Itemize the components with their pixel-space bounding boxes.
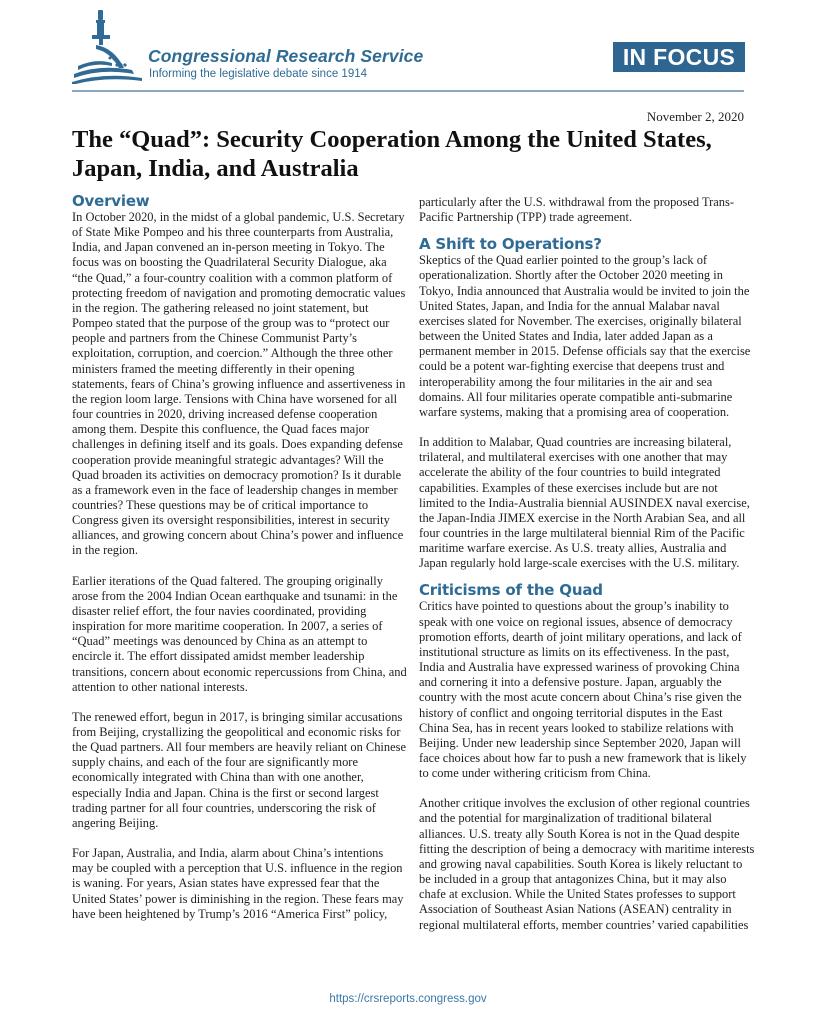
paragraph: Critics have pointed to questions about the group’s inability to speak with one voice on regional issues, absence of democracy promotion efforts, dearth of joint military operations, and lack of institutional structure as limits on its effectiveness. In the past, India and Australia have expressed wariness of provoking China and cornering it into a defensive posture. Japan, arguably the country with the most acute concern about China’s rise given the history of conflict and ongoing territorial disputes in the East China Sea, has in recent years looked to stabilize relations with Beijing. Under new leadership since September 2020, Japan will face choices about how far to push a new framework that is likely to come under withering criticism from China.: [419, 599, 747, 781]
capitol-dome-icon: [72, 8, 144, 84]
section-heading-overview: Overview: [72, 192, 150, 210]
paragraph: Another critique involves the exclusion of other regional countries and the potential for marginalization of traditional bilateral alliances. U.S. treaty ally South Korea is not in the Quad despite fitting the description of being a democracy with maritime interests and growing naval capabilities. South Korea is likely reluctant to be included in a group that antagonizes China, but it may also chafe at exclusion. While the United States professes to support Association of Southeast Asian Nations (ASEAN) centrality in regional multilateral efforts, member countries’ varied capabilities: [419, 796, 755, 932]
publication-date: November 2, 2020: [646, 109, 744, 124]
section-heading-criticisms: Criticisms of the Quad: [419, 581, 603, 600]
in-focus-badge: IN FOCUS: [613, 42, 745, 72]
page-title: The “Quad”: Security Cooperation Among the United States, Japan, India, and Australia: [72, 126, 712, 182]
paragraph-continuation: particularly after the U.S. withdrawal from the proposed Trans-Pacific Partnership (TPP) trade agreement.: [419, 195, 735, 225]
paragraph: In October 2020, in the midst of a global pandemic, U.S. Secretary of State Mike Pompeo and his three counterparts from Australia, India, and Japan convened an in-person meeting in Tokyo. The focus was on boosting the Quadrilateral Security Dialogue, aka “the Quad,” a four-country coalition with a common platform of protecting freedom of navigation and promoting democratic values in the region. The gathering released no joint statement, but Pompeo stated that the purpose of the group was to “protect our people and partners from the Chinese Communist Party’s exploitation, corruption, and coercion.” Although the three other ministers framed the meeting differently in their opening statements, fears of China’s growing influence and assertiveness in the region loom large. Tensions with China have worsened for all four countries in 2020, driving increased defense cooperation among them. Despite this confluence, the Quad faces major challenges in defining itself and its goals. Does expanding defense cooperation provide meaningful strategic advantages? Will the Quad broaden its activities on democracy promotion? Is it durable as a framework even in the face of leadership changes in member countries? These questions may be of critical importance to Congress given its oversight responsibilities, interest in security alliances, and growing concern about China’s power and influence in the region.: [72, 210, 406, 558]
footer-url-link[interactable]: https://crsreports.congress.gov: [329, 993, 487, 1005]
paragraph: The renewed effort, begun in 2017, is bringing similar accusations from Beijing, crystallizing the geopolitical and economic risks for the Quad partners. All four members are heavily reliant on Chinese supply chains, and each of the four are significantly more economically integrated with China than with one another, especially India and Japan. China is the first or second largest trading partner for all four countries, underscoring the risk of angering Beijing.: [72, 709, 406, 830]
paragraph: Earlier iterations of the Quad faltered. The grouping originally arose from the 2004 Indian Ocean earthquake and tsunami: in the disaster relief effort, the four navies coordinated, providing inspiration for more maritime cooperation. In 2007, a series of “Quad” meetings was denounced by China as an attempt to encircle it. The effort dissipated amidst member leadership transitions, concern about economic repercussions from China, and attention to other national interests.: [72, 573, 407, 694]
page-header: [0, 0, 816, 100]
header-divider: [72, 90, 744, 92]
left-column: [72, 192, 407, 937]
paragraph: For Japan, Australia, and India, alarm about China’s intentions may be coupled with a perception that U.S. influence in the region is waning. For years, Asian states have expressed fear that the United States’ power is diminishing in the region. These fears may have been heightened by Trump’s 2016 “America First” policy,: [72, 846, 404, 921]
paragraph: Skeptics of the Quad earlier pointed to the group’s lack of operationalization. Shortly after the October 2020 meeting in Tokyo, India announced that Australia would be invited to join the United States, Japan, and India for the annual Malabar naval exercises slated for November. The exercises, originally bilateral between the United States and India, later added Japan as a permanent member in 2015. Defense officials say that the exercise could be a potent war-fighting exercise that deepens trust and interoperability among the four militaries in the air and sea domains. All four militaries operate compatible anti-submarine warfare systems, making that a promising area of cooperation.: [419, 253, 751, 419]
org-name: Congressional Research Service: [148, 46, 424, 66]
section-heading-shift-to-operations: A Shift to Operations?: [419, 235, 602, 254]
org-tagline: Informing the legislative debate since 1914: [149, 68, 368, 80]
paragraph: In addition to Malabar, Quad countries are increasing bilateral, trilateral, and multilateral exercises with one another that may accelerate the ability of the four countries to build integrated capabilities. Examples of these exercises include but are not limited to the India-Australia biennial AUSINDEX naval exercise, the Japan-India JIMEX exercise in the North Arabian Sea, and all four countries in the large multilateral biennial Rim of the Pacific maritime warfare exercise. As U.S. treaty allies, Australia and Japan regularly hold large-scale exercises with the U.S. military.: [419, 435, 750, 571]
right-column: [419, 195, 755, 948]
